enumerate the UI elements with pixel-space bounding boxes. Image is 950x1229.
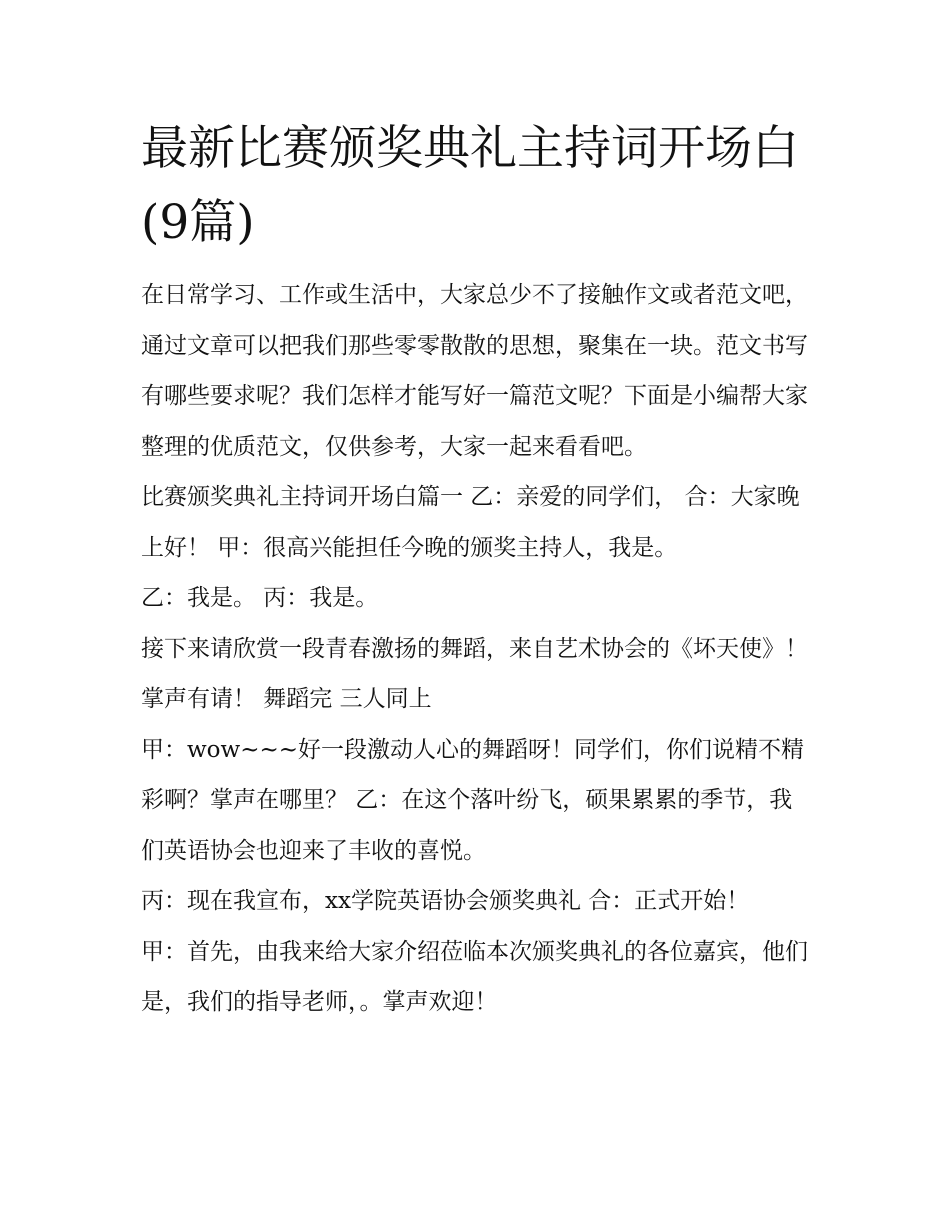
document-body	[141, 112, 813, 1028]
paragraph-introductions: 乙：我是。 丙：我是。	[141, 585, 379, 611]
paragraph-reaction: 甲：wow~~~好一段激动人心的舞蹈呀！同学们，你们说精不精彩啊？掌声在哪里？ 乙：在这个落叶纷飞，硕果累累的季节，我们英语协会也迎来了丰收的喜悦。	[141, 736, 805, 864]
paragraph-announcement: 丙：现在我宣布，xx学院英语协会颁奖典礼 合：正式开始！	[141, 888, 750, 914]
paragraph-opening: 比赛颁奖典礼主持词开场白篇一 乙：亲爱的同学们， 合：大家晚上好！ 甲：很高兴能担任今晚的颁奖主持人，我是。	[141, 484, 800, 561]
document-title: 最新比赛颁奖典礼主持词开场白(9篇)	[141, 121, 799, 250]
paragraph-dance: 接下来请欣赏一段青春激扬的舞蹈，来自艺术协会的《坏天使》！ 掌声有请！ 舞蹈完 三人同上	[141, 635, 808, 712]
paragraph-intro: 在日常学习、工作或生活中，大家总少不了接触作文或者范文吧，通过文章可以把我们那些零零散散的思想，聚集在一块。范文书写有哪些要求呢？我们怎样才能写好一篇范文呢？下面是小编帮大家整理的优质范文，仅供参考，大家一起来看看吧。	[141, 282, 808, 460]
paragraph-guests: 甲：首先，由我来给大家介绍莅临本次颁奖典礼的各位嘉宾，他们是，我们的指导老师，。掌声欢迎！	[141, 938, 808, 1015]
